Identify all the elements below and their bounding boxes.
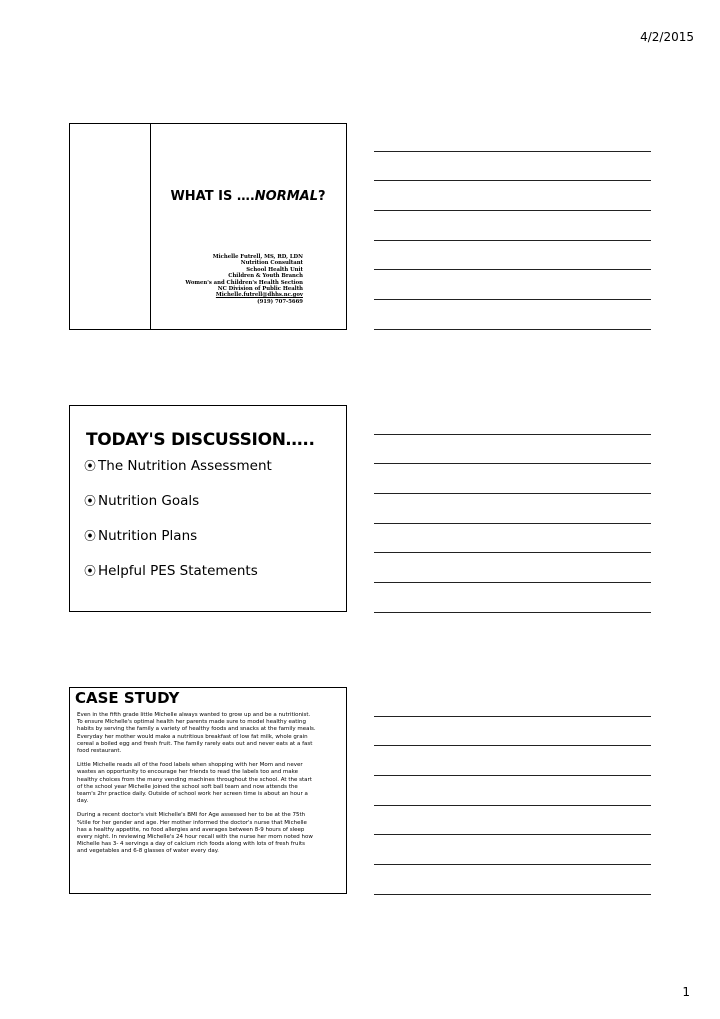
note-line bbox=[374, 299, 651, 300]
discussion-title: TODAY'S DISCUSSION….. bbox=[86, 430, 315, 450]
note-line bbox=[374, 493, 651, 494]
list-item-label: The Nutrition Assessment bbox=[98, 458, 272, 474]
author-role: Nutrition Consultant bbox=[240, 260, 303, 267]
title-suffix: ? bbox=[318, 189, 326, 204]
note-line bbox=[374, 894, 651, 895]
slide-title bbox=[69, 123, 347, 330]
note-line bbox=[374, 716, 651, 717]
note-line bbox=[374, 434, 651, 435]
note-line bbox=[374, 210, 651, 211]
slide-title-heading bbox=[150, 189, 346, 204]
author-section: Women's and Children's Health Section bbox=[185, 279, 303, 286]
author-division: NC Division of Public Health bbox=[217, 286, 303, 293]
author-credits bbox=[185, 254, 303, 305]
radio-bullet-icon: ⦿ bbox=[84, 564, 97, 578]
title-emphasis: NORMAL bbox=[254, 189, 319, 204]
note-line bbox=[374, 612, 651, 613]
note-line bbox=[374, 864, 651, 865]
author-phone: (919) 707-5669 bbox=[257, 298, 303, 305]
discussion-list bbox=[84, 457, 272, 597]
author-unit: School Health Unit bbox=[246, 266, 303, 273]
note-line bbox=[374, 151, 651, 152]
list-item bbox=[84, 562, 272, 597]
page-date: 4/2/2015 bbox=[640, 30, 694, 44]
note-line bbox=[374, 775, 651, 776]
note-line bbox=[374, 240, 651, 241]
list-item bbox=[84, 457, 272, 492]
case-study-paragraph: During a recent doctor's visit Michelle's BMI for Age assessed her to be at the 75th %tile for her gender and age. Her mother informed the doctor's nurse that Michelle has a healthy appetite, no food allergies and averages between 8-9 hours of sleep every night. In reviewing Michelle's 24 hour recall with the nurse her mom noted how Michelle has 3- 4 servings a day of calcium rich foods along with lots of fresh fruits and vegetables and 6-8 glasses of water every day. bbox=[77, 812, 313, 855]
note-line bbox=[374, 180, 651, 181]
note-line bbox=[374, 552, 651, 553]
title-prefix: WHAT IS …. bbox=[170, 189, 255, 204]
list-item-label: Helpful PES Statements bbox=[98, 563, 258, 579]
case-study-body bbox=[77, 712, 316, 863]
note-line bbox=[374, 745, 651, 746]
author-name: Michelle Futrell, MS, RD, LDN bbox=[212, 254, 303, 260]
slide-discussion bbox=[69, 405, 347, 612]
note-line bbox=[374, 463, 651, 464]
note-line bbox=[374, 582, 651, 583]
case-study-paragraph: Even in the fifth grade little Michelle always wanted to grow up and be a nutritionist. To ensure Michelle's optimal health her parents made sure to model healthy eating habits by serving the family a variety of healthy foods and snacks at the family meals. Everyday her mother would make a nutritious breakfast of low fat milk, whole grain cereal a boiled egg and fresh fruit. The family rarely eats out and never eats at a fast food restaurant. bbox=[77, 712, 316, 755]
radio-bullet-icon: ⦿ bbox=[84, 459, 97, 473]
list-item bbox=[84, 527, 272, 562]
slide-case-study bbox=[69, 687, 347, 894]
note-line bbox=[374, 269, 651, 270]
author-branch: Children & Youth Branch bbox=[228, 273, 303, 280]
case-study-title: CASE STUDY bbox=[75, 689, 180, 707]
page-number: 1 bbox=[682, 985, 690, 999]
radio-bullet-icon: ⦿ bbox=[84, 494, 97, 508]
case-study-paragraph: Little Michelle reads all of the food labels when shopping with her Mom and never wastes an opportunity to encourage her friends to read the labels too and make healthy choices from the many vending machines throughout the school. At the start of the school year Michelle joined the school soft ball team and now attends the team's 2hr practice daily. Outside of school work her screen time is about an hour a day. bbox=[77, 762, 312, 805]
note-line bbox=[374, 834, 651, 835]
note-line bbox=[374, 805, 651, 806]
slide-divider bbox=[150, 124, 151, 329]
list-item-label: Nutrition Plans bbox=[98, 528, 198, 544]
author-email[interactable]: Michelle.futrell@dhhs.nc.gov bbox=[215, 292, 303, 299]
radio-bullet-icon: ⦿ bbox=[84, 529, 97, 543]
list-item bbox=[84, 492, 272, 527]
note-line bbox=[374, 523, 651, 524]
list-item-label: Nutrition Goals bbox=[98, 493, 200, 509]
note-line bbox=[374, 329, 651, 330]
